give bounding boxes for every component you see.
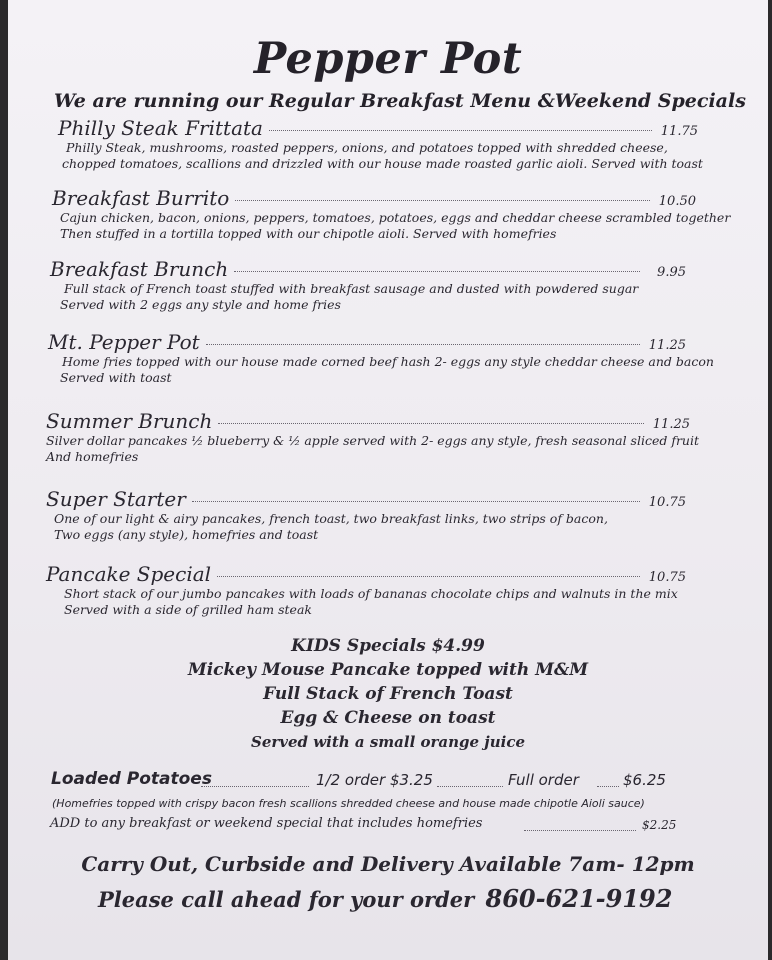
potatoes-half-order: 1/2 order $3.25 [316, 771, 433, 789]
item-price: 9.95 [657, 265, 686, 280]
dotted-leader [437, 786, 503, 787]
item-price: 10.50 [658, 194, 696, 209]
dotted-leader [201, 786, 309, 787]
kids-specials [8, 634, 768, 754]
item-description: Served with 2 eggs any style and home fries [60, 297, 341, 312]
menu-sheet [8, 0, 768, 960]
item-price: 11.75 [660, 124, 698, 139]
item-name: Breakfast Burrito [52, 186, 230, 210]
add-on-price: $2.25 [642, 818, 677, 832]
item-name: Summer Brunch [46, 409, 213, 433]
item-description: Full stack of French toast stuffed with breakfast sausage and dusted with powdered sugar [64, 281, 639, 296]
kids-item: Mickey Mouse Pancake topped with M&M [187, 660, 589, 680]
item-name: Super Starter [46, 487, 186, 511]
dotted-leader [206, 344, 640, 345]
menu-item [52, 186, 731, 242]
menu-item [46, 409, 700, 465]
potatoes-name: Loaded Potatoes [51, 769, 212, 789]
loaded-potatoes-row [51, 769, 691, 793]
menu-title: Pepper Pot [253, 34, 523, 84]
call-ahead-line [98, 884, 718, 913]
dotted-leader [235, 200, 650, 201]
item-description: Then stuffed in a tortilla topped with our chipotle aioli. Served with homefries [60, 226, 557, 241]
item-description: Cajun chicken, bacon, onions, peppers, tomatoes, potatoes, eggs and cheddar cheese scrambled together [60, 210, 731, 225]
item-name: Breakfast Brunch [50, 257, 229, 281]
item-description: Two eggs (any style), homefries and toast [54, 527, 319, 542]
dotted-leader [217, 576, 640, 577]
menu-item [46, 487, 686, 543]
item-price: 10.75 [648, 495, 686, 510]
item-name: Pancake Special [46, 562, 212, 586]
dotted-leader [597, 786, 619, 787]
item-price: 11.25 [652, 417, 690, 432]
menu-item [50, 257, 686, 313]
item-description: Served with toast [60, 370, 172, 385]
item-description: And homefries [46, 449, 139, 464]
potatoes-note: (Homefries topped with crispy bacon fresh scallions shredded cheese and house made chipotle Aioli sauce) [52, 797, 645, 810]
item-description: Philly Steak, mushrooms, roasted peppers, onions, and potatoes topped with shredded cheese, [66, 140, 668, 155]
dotted-leader [524, 830, 636, 831]
dotted-leader [218, 423, 644, 424]
item-name: Mt. Pepper Pot [48, 330, 200, 354]
item-name: Philly Steak Frittata [58, 116, 263, 140]
potatoes-full-price: $6.25 [623, 771, 666, 789]
dotted-leader [234, 271, 640, 272]
item-price: 11.25 [648, 338, 686, 353]
item-price: 10.75 [648, 570, 686, 585]
item-description: Home fries topped with our house made corned beef hash 2- eggs any style cheddar cheese and bacon [62, 354, 714, 369]
menu-item [58, 116, 703, 172]
item-description: Silver dollar pancakes ½ blueberry & ½ apple served with 2- eggs any style, fresh seasonal sliced fruit [46, 433, 700, 448]
availability-line: Carry Out, Curbside and Delivery Available 7am- 12pm [81, 852, 695, 876]
phone-number: 860-621-9192 [485, 884, 673, 913]
dotted-leader [269, 130, 652, 131]
menu-item [46, 562, 686, 618]
kids-note: Served with a small orange juice [250, 733, 525, 751]
add-on-row [50, 816, 690, 836]
call-ahead-text: Please call ahead for your order [98, 887, 475, 912]
item-description: chopped tomatoes, scallions and drizzled with our house made roasted garlic aioli. Served with toast [62, 156, 703, 171]
menu-item [48, 330, 714, 386]
item-description: Served with a side of grilled ham steak [64, 602, 312, 617]
kids-item: Egg & Cheese on toast [280, 708, 496, 728]
kids-heading: KIDS Specials $4.99 [291, 636, 485, 656]
potatoes-full-label: Full order [508, 771, 579, 789]
item-description: Short stack of our jumbo pancakes with loads of bananas chocolate chips and walnuts in the mix [64, 586, 678, 601]
item-description: One of our light & airy pancakes, french toast, two breakfast links, two strips of bacon, [54, 511, 608, 526]
add-on-text: ADD to any breakfast or weekend special that includes homefries [50, 816, 483, 831]
kids-item: Full Stack of French Toast [263, 684, 513, 704]
menu-subtitle: We are running our Regular Breakfast Menu &Weekend Specials [54, 90, 746, 112]
dotted-leader [192, 501, 640, 502]
